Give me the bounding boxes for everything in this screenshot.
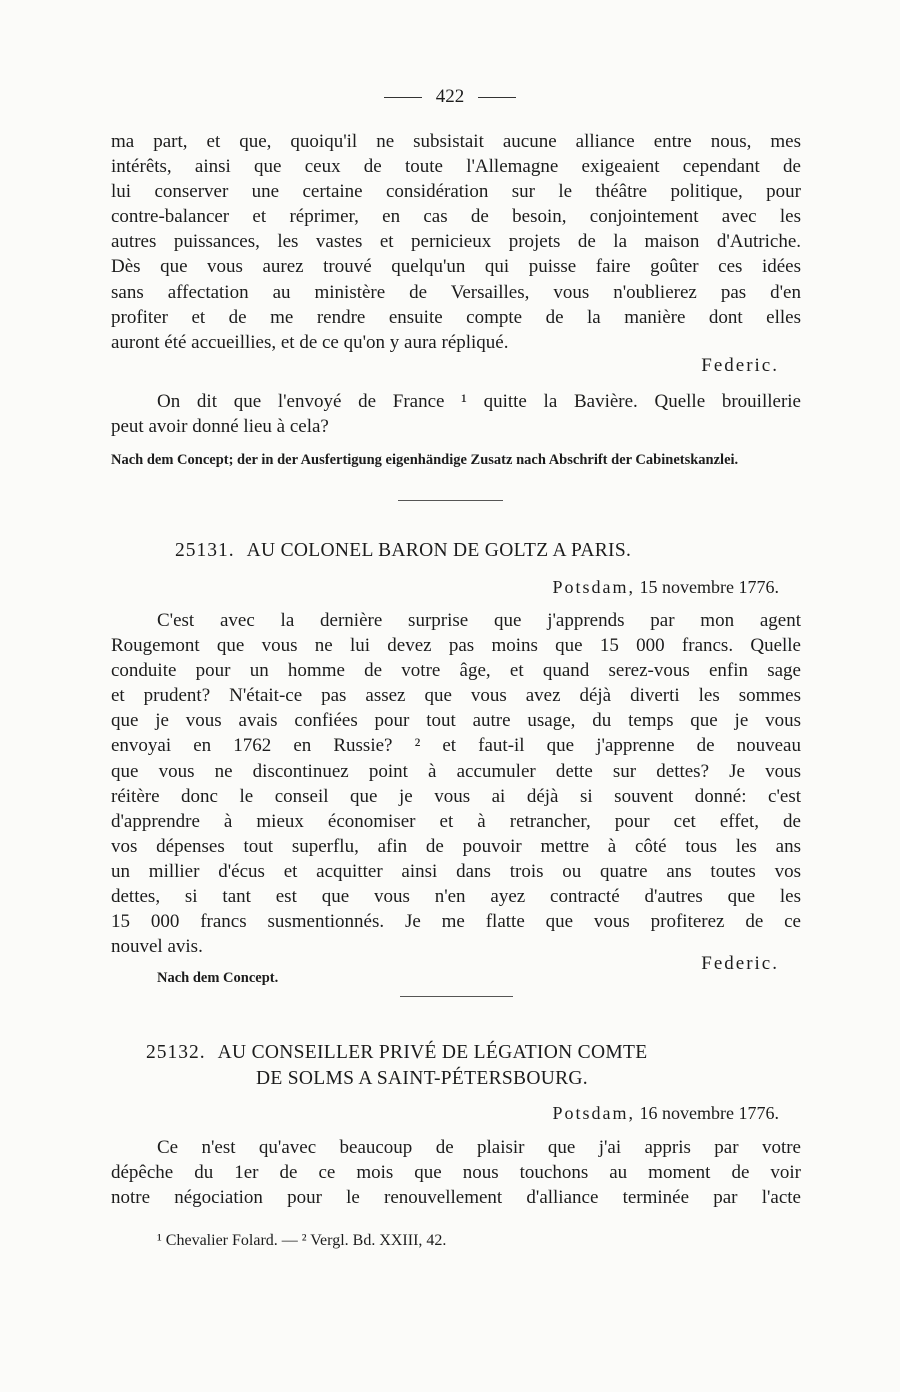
text-line: que je vous avais confiées pour tout autre usage, du temps que je vous [111,710,801,732]
prev-letter-source-note: Nach dem Concept; der in der Ausfertigung eigenhändige Zusatz nach Abschrift der Cabinetskanzlei. [111,452,739,468]
text-line: que vous ne discontinuez point à accumuler dette sur dettes? Je vous [111,760,801,782]
text-line: nouvel avis. [111,936,203,958]
text-line: envoyai en 1762 en Russie? ² et faut-il que j'apprenne de nouveau [111,735,801,757]
text-line: auront été accueillies, et de ce qu'on y aura répliqué. [111,331,509,353]
text-line: réitère donc le conseil que je vous ai déjà si souvent donné: c'est [111,785,801,807]
letter-number: 25132. [146,1042,206,1063]
letter-dateline-25131 [553,577,780,598]
header-dash-left [384,97,422,98]
letter-heading-25132-line2: DE SOLMS A SAINT-PÉTERSBOURG. [256,1068,588,1089]
text-line: profiter et de me rendre ensuite compte de la manière dont elles [111,306,801,328]
text-line: ma part, et que, quoiqu'il ne subsistait aucune alliance entre nous, mes [111,131,801,152]
page-header [0,86,900,108]
letter-body-25132 [111,1135,801,1210]
text-line: sans affectation au ministère de Versailles, vous n'oublierez pas d'en [111,281,801,303]
text-line: notre négociation pour le renouvellement d'alliance terminée par l'acte [111,1187,801,1209]
text-line: d'apprendre à mieux économiser et à retrancher, pour cet effet, de [111,810,801,832]
text-line: contre-balancer et réprimer, en cas de besoin, conjointement avec les [111,206,801,228]
dateline-date: 15 novembre 1776. [639,577,779,597]
text-line: Dès que vous aurez trouvé quelqu'un qui puisse faire goûter ces idées [111,256,801,278]
section-divider [400,996,513,997]
letter-addressee: AU CONSEILLER PRIVÉ DE LÉGATION COMTE [217,1042,648,1063]
letter-signature-25131: Federic. [701,953,779,974]
text-line: et prudent? N'était-ce pas assez que vous avez déjà diverti les sommes [111,685,801,707]
page-number: 422 [435,86,465,107]
prev-letter-postscript [111,389,801,439]
dateline-place: Potsdam, [552,1103,636,1123]
letter-source-note-25131: Nach dem Concept. [157,970,279,986]
letter-heading-25131 [175,540,631,562]
header-dash-right [478,97,516,98]
text-line: un millier d'écus et acquitter ainsi dans trois ou quatre ans toutes vos [111,860,801,882]
text-line: intérêts, ainsi que ceux de toute l'Allemagne exigeaient cependant de [111,156,801,178]
text-line: Rougemont que vous ne lui devez pas moins que 15 000 francs. Quelle [111,635,801,657]
text-line: vos dépenses tout superflu, afin de pouvoir mettre à côté tous les ans [111,835,801,857]
text-line: autres puissances, les vastes et pernicieux projets de la maison d'Autriche. [111,231,801,253]
letter-addressee: AU COLONEL BARON DE GOLTZ A PARIS. [246,540,632,561]
letter-body-25131 [111,608,801,959]
text-line: peut avoir donné lieu à cela? [111,416,329,438]
footnotes: ¹ Chevalier Folard. — ² Vergl. Bd. XXIII, 42. [157,1232,447,1249]
letter-dateline-25132 [553,1103,780,1124]
text-line: On dit que l'envoyé de France ¹ quitte la Bavière. Quelle brouillerie [157,391,801,412]
prev-letter-signature: Federic. [701,355,779,376]
text-line: dettes, si tant est que vous n'en ayez contracté d'autres que les [111,886,801,908]
text-line: Ce n'est qu'avec beaucoup de plaisir que j'ai appris par votre [157,1137,801,1158]
letter-number: 25131. [175,540,235,561]
text-line: C'est avec la dernière surprise que j'apprends par mon agent [157,610,801,631]
prev-letter-body [111,129,801,355]
dateline-date: 16 novembre 1776. [639,1103,779,1123]
text-line: lui conserver une certaine considération sur le théâtre politique, pour [111,181,801,203]
dateline-place: Potsdam, [552,577,636,597]
text-line: conduite pour un homme de votre âge, et quand serez-vous enfin sage [111,660,801,682]
letter-heading-25132 [146,1042,647,1064]
section-divider [398,500,503,501]
text-line: dépêche du 1er de ce mois que nous touchons au moment de voir [111,1162,801,1184]
text-line: 15 000 francs susmentionnés. Je me flatte que vous profiterez de ce [111,911,801,933]
